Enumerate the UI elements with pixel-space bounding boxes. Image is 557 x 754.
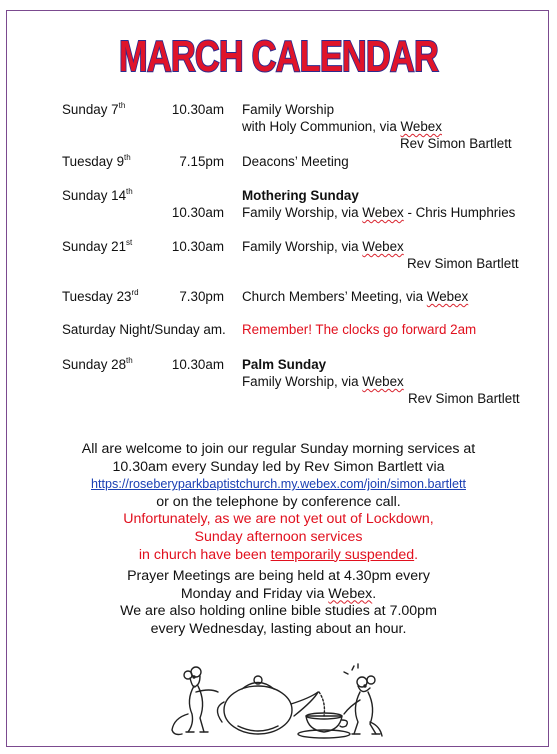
schedule-event-detail: with Holy Communion, via Webex: [242, 119, 442, 134]
schedule-day: Sunday 7th: [62, 101, 126, 117]
webex-word: Webex: [362, 205, 404, 220]
schedule-leader: Rev Simon Bartlett: [408, 391, 520, 406]
schedule-day: Saturday Night/Sunday am.: [62, 322, 226, 337]
schedule-event: Deacons’ Meeting: [242, 154, 349, 169]
teapot-icon: [217, 676, 318, 734]
schedule-time: 10.30am: [171, 205, 224, 220]
prayer-paragraph: Prayer Meetings are being held at 4.30pm every Monday and Friday via Webex. We are also holding online bible studies at 7.00pm every Wednesday, lasting about an hour.: [120, 568, 437, 637]
schedule-event: Family Worship, via Webex: [242, 374, 404, 389]
schedule-event-title: Palm Sunday: [242, 357, 327, 372]
schedule-time: 10.30am: [171, 102, 224, 117]
right-mouse-icon: [344, 664, 382, 736]
teacup-icon: [298, 713, 350, 738]
webex-word: Webex: [426, 289, 469, 304]
page-title: MARCH CALENDAR: [119, 32, 438, 81]
lockdown-notice: Unfortunately, as we are not yet out of Lockdown, Sunday afternoon services in church have been temporarily suspended.: [123, 511, 434, 563]
schedule-day: Sunday 28th: [62, 356, 133, 372]
webex-word: Webex: [362, 239, 404, 254]
schedule-day: Sunday 21st: [62, 238, 133, 254]
schedule-leader: Rev Simon Bartlett: [407, 256, 519, 271]
left-mouse-icon: [172, 667, 218, 735]
schedule-time: 7.30pm: [179, 289, 224, 304]
mice-pouring-tea-illustration: [166, 662, 388, 740]
schedule-event: Family Worship: [242, 102, 335, 117]
schedule-time: 10.30am: [171, 357, 224, 372]
schedule-day: Tuesday 23rd: [62, 288, 139, 304]
schedule-time: 10.30am: [171, 239, 224, 254]
welcome-paragraph: All are welcome to join our regular Sunday morning services at 10.30am every Sunday led by Rev Simon Bartlett via https://roseberyparkbaptistchurch.my.webex.com/join/simon.bartlett or on the telephone by conference call. Unfortunately, as we are not yet out of Lockdown, Sunday afternoon services in church have been temporarily suspended.: [0, 441, 557, 564]
schedule-leader: Rev Simon Bartlett: [400, 136, 512, 151]
schedule-event: Church Members’ Meeting, via Webex: [242, 289, 469, 304]
schedule-time: 7.15pm: [179, 154, 224, 169]
webex-word: Webex: [328, 585, 373, 602]
clocks-reminder: Remember! The clocks go forward 2am: [242, 322, 477, 337]
schedule-day: Sunday 14th: [62, 187, 133, 203]
webex-join-link[interactable]: https://roseberyparkbaptistchurch.my.webex.com/join/simon.bartlett: [91, 477, 466, 492]
schedule-day: Tuesday 9th: [62, 153, 131, 169]
webex-word: Webex: [362, 374, 404, 389]
schedule-event: Family Worship, via Webex: [242, 239, 404, 254]
schedule-event: Family Worship, via Webex - Chris Humphries: [242, 205, 516, 220]
schedule-event-title: Mothering Sunday: [242, 188, 359, 203]
webex-word: Webex: [400, 119, 442, 134]
